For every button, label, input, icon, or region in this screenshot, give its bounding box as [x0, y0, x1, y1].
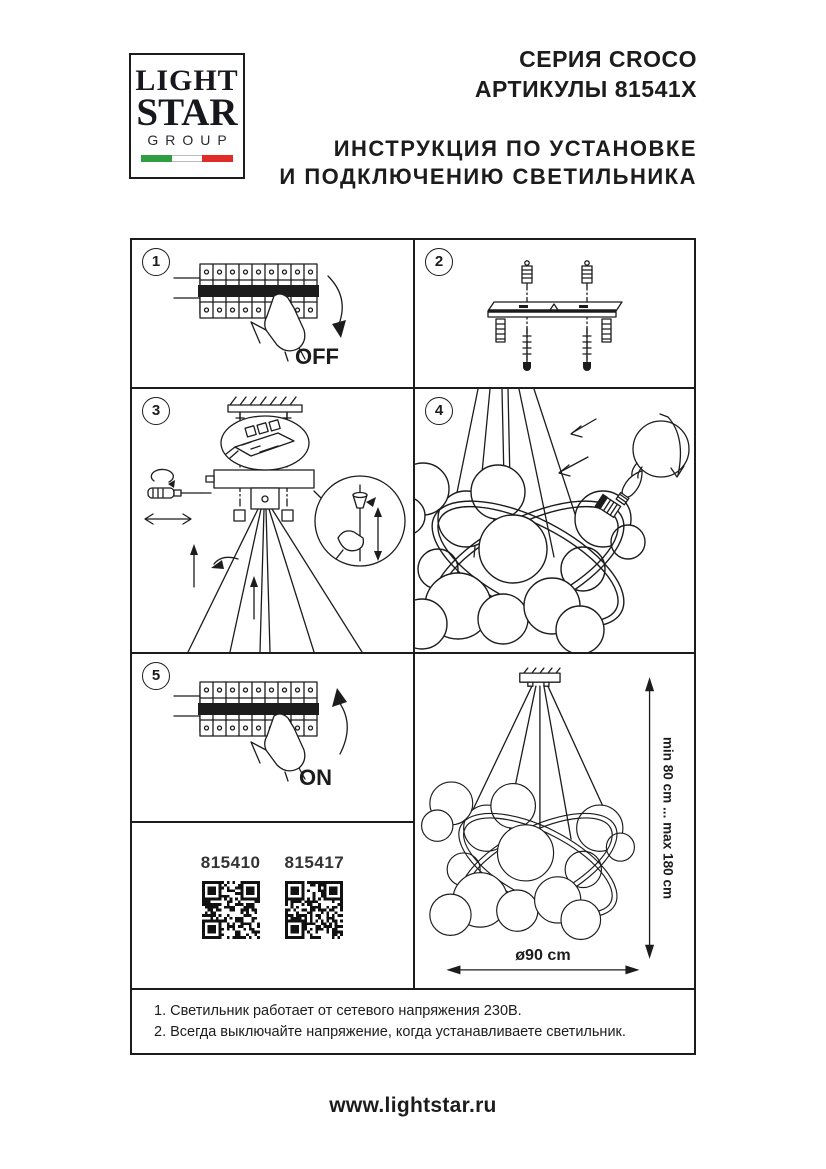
step-panel-1 — [132, 240, 415, 389]
ceiling-bar — [228, 397, 302, 412]
mounting-screws — [523, 328, 591, 371]
instruction-title — [279, 135, 697, 191]
qr-code-left — [202, 881, 260, 939]
instruction-title-line2: И ПОДКЛЮЧЕНИЮ СВЕТИЛЬНИКА — [279, 164, 697, 189]
circuit-breaker-illustration — [174, 264, 319, 318]
wall-anchors — [522, 261, 592, 283]
adjustment-arrows — [190, 544, 258, 619]
bracket-mounting-diagram — [415, 240, 694, 387]
height-dimension — [645, 677, 676, 959]
circuit-breaker-illustration — [174, 682, 319, 736]
diameter-dimension — [446, 946, 639, 975]
chandelier-dimensions-diagram — [415, 654, 694, 988]
step-panel-3 — [132, 389, 415, 654]
mounting-bar — [488, 302, 622, 317]
canopy-fixing-diagram — [132, 389, 413, 652]
flag-green-segment — [141, 155, 172, 162]
series-title: СЕРИЯ CROCO — [519, 46, 697, 72]
lightstar-logo — [129, 53, 245, 179]
qr-block-left — [201, 853, 261, 939]
height-range-label: min 80 cm ... max 180 cm — [660, 736, 676, 900]
terminal-block-detail — [221, 416, 309, 470]
website-url: www.lightstar.ru — [329, 1094, 497, 1117]
dimensions-panel — [415, 654, 694, 988]
qr-panel — [132, 823, 415, 988]
cable-lock-detail — [314, 476, 405, 566]
flag-red-segment — [202, 155, 233, 162]
instruction-title-line1: ИНСТРУКЦИЯ ПО УСТАНОВКЕ — [333, 136, 697, 161]
step-number-badge: 1 — [142, 248, 170, 276]
article-code-right: 815417 — [284, 853, 345, 872]
safety-notes — [130, 990, 696, 1055]
step-panel-5 — [132, 654, 415, 823]
diameter-label: ø90 cm — [515, 945, 571, 964]
ceiling-dowels — [496, 319, 611, 342]
globe-cluster-illustration — [422, 782, 635, 940]
article-code-left: 815410 — [200, 853, 261, 872]
insert-arrows — [559, 419, 596, 476]
step-panel-2 — [415, 240, 694, 389]
note-line-1: 1. Светильник работает от сетевого напряжения 230В. — [154, 1003, 522, 1019]
steps-grid — [130, 238, 696, 990]
step-number-badge: 3 — [142, 397, 170, 425]
document-header — [279, 44, 697, 191]
note-line-2: 2. Всегда выключайте напряжение, когда устанавливаете светильник. — [154, 1024, 626, 1040]
step-number-badge: 5 — [142, 662, 170, 690]
logo-text-star: STAR — [136, 91, 238, 134]
bulb-installation-diagram — [415, 389, 694, 652]
step-panel-4 — [415, 389, 694, 654]
on-label: ON — [299, 765, 332, 790]
ceiling-canopy — [520, 668, 560, 686]
qr-block-right — [285, 853, 345, 939]
screwdriver — [145, 469, 211, 524]
off-label: OFF — [295, 344, 339, 369]
on-direction-arrow — [332, 688, 347, 754]
off-direction-arrow — [328, 276, 346, 338]
step-number-badge: 4 — [425, 397, 453, 425]
light-bulb — [615, 467, 647, 505]
power-on-diagram — [132, 654, 413, 821]
qr-code-right — [285, 881, 343, 939]
step-number-badge: 2 — [425, 248, 453, 276]
logo-text-group: GROUP — [147, 132, 234, 148]
power-off-diagram — [132, 240, 413, 387]
globe-cluster-illustration — [415, 463, 645, 652]
italian-flag-bar — [141, 155, 233, 162]
flag-white-segment — [172, 155, 203, 162]
logo-text-light: LIGHT — [135, 64, 239, 97]
article-number: АРТИКУЛЫ 81541X — [474, 76, 697, 102]
